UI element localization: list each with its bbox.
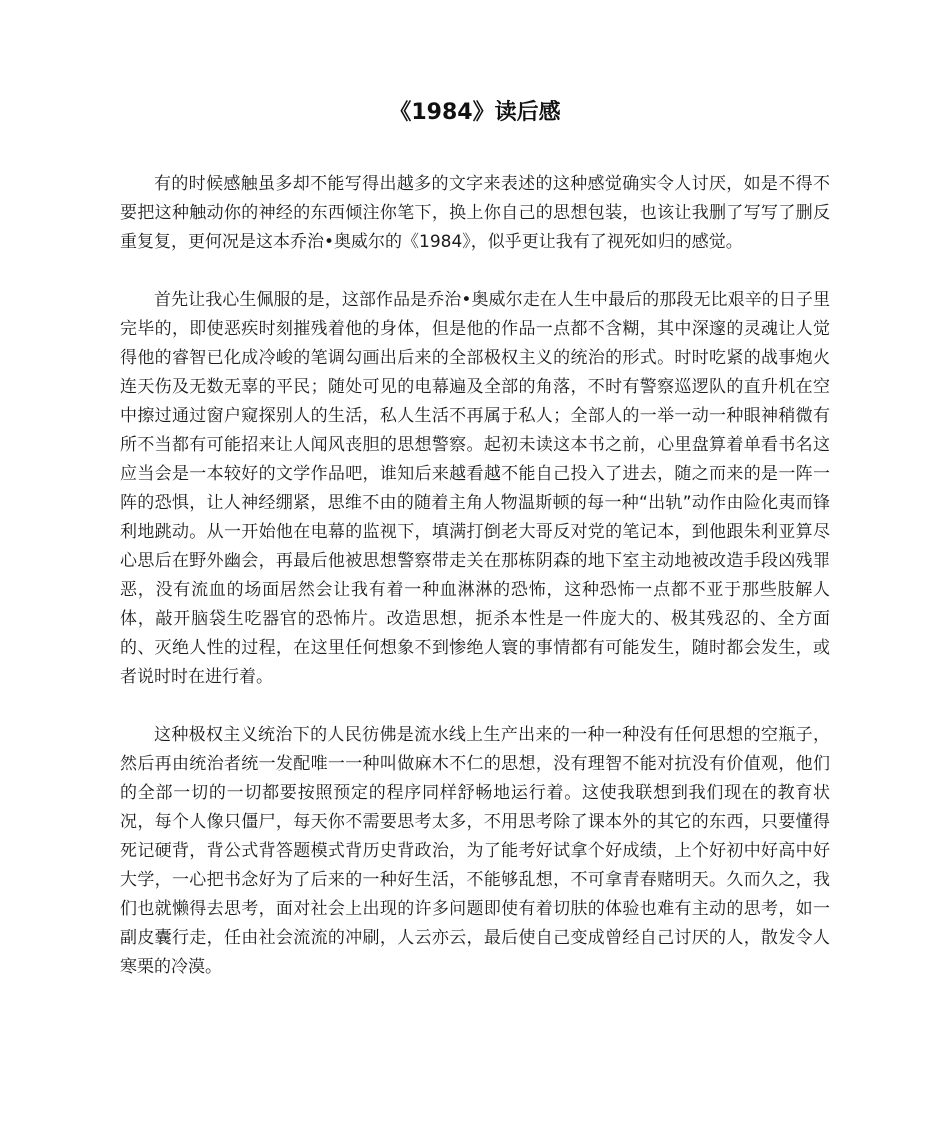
document-title: 《1984》读后感 (389, 100, 561, 125)
paragraph-2: 首先让我心生佩服的是，这部作品是乔治•奥威尔走在人生中最后的那段无比艰辛的日子里完毕的，即使恶疾时刻摧残着他的身体，但是他的作品一点都不含糊，其中深邃的灵魂让人觉得他的睿智已化成冷峻的笔调勾画出后来的全部极权主义的统治的形式。时时吃紧的战事炮火连天伤及无数无辜的平民；随处可见的电幕遍及全部的角落，不时有警察巡逻队的直升机在空中擦过通过窗户窥探别人的生活，私人生活不再属于私人；全部人的一举一动一种眼神稍微有所不当都有可能招来让人闻风丧胆的思想警察。起初未读这本书之前，心里盘算着单看书名这应当会是一本较好的文学作品吧，谁知后来越看越不能自己投入了进去，随之而来的是一阵一阵的恐惧，让人神经绷紧，思维不由的随着主角人物温斯顿的每一种“出轨”动作由险化夷而锋利地跳动。从一开始他在电幕的监视下，填满打倒老大哥反对党的笔记本，到他跟朱利亚算尽心思后在野外幽会，再最后他被思想警察带走关在那栋阴森的地下室主动地被改造手段凶残罪恶，没有流血的场面居然会让我有着一种血淋淋的恐怖，这种恐怖一点都不亚于那些肢解人体，敲开脑袋生吃器官的恐怖片。改造思想，扼杀本性是一件庞大的、极其残忍的、全方面的、灭绝人性的过程，在这里任何想象不到惨绝人寰的事情都有可能发生，随时都会发生，或者说时时在进行着。 (120, 290, 830, 687)
paragraph-3: 这种极权主义统治下的人民彷佛是流水线上生产出来的一种一种没有任何思想的空瓶子，然后再由统治者统一发配唯一一种叫做麻木不仁的思想，没有理智不能对抗没有价值观，他们的全部一切的一切都要按照预定的程序同样舒畅地运行着。这使我联想到我们现在的教育状况，每个人像只僵尸，每天你不需要思考太多，不用思考除了课本外的其它的东西，只要懂得死记硬背，背公式背答题模式背历史背政治，为了能考好试拿个好成绩，上个好初中好高中好大学，一心把书念好为了后来的一种好生活，不能够乱想，不可拿青春赌明天。久而久之，我们也就懒得去思考，面对社会上出现的许多问题即使有着切肤的体验也难有主动的思考，如一副皮囊行走，任由社会流流的冲刷，人云亦云，最后使自己变成曾经自己讨厌的人，散发令人寒栗的冷漠。 (120, 725, 830, 977)
paragraph-1: 有的时候感触虽多却不能写得出越多的文字来表述的这种感觉确实令人讨厌，如是不得不要把这种触动你的神经的东西倾注你笔下，换上你自己的思想包装，也该让我删了写写了删反重复复，更何况是这本乔治•奥威尔的《1984》，似乎更让我有了视死如归的感觉。 (120, 174, 830, 252)
document-body (120, 170, 830, 1011)
